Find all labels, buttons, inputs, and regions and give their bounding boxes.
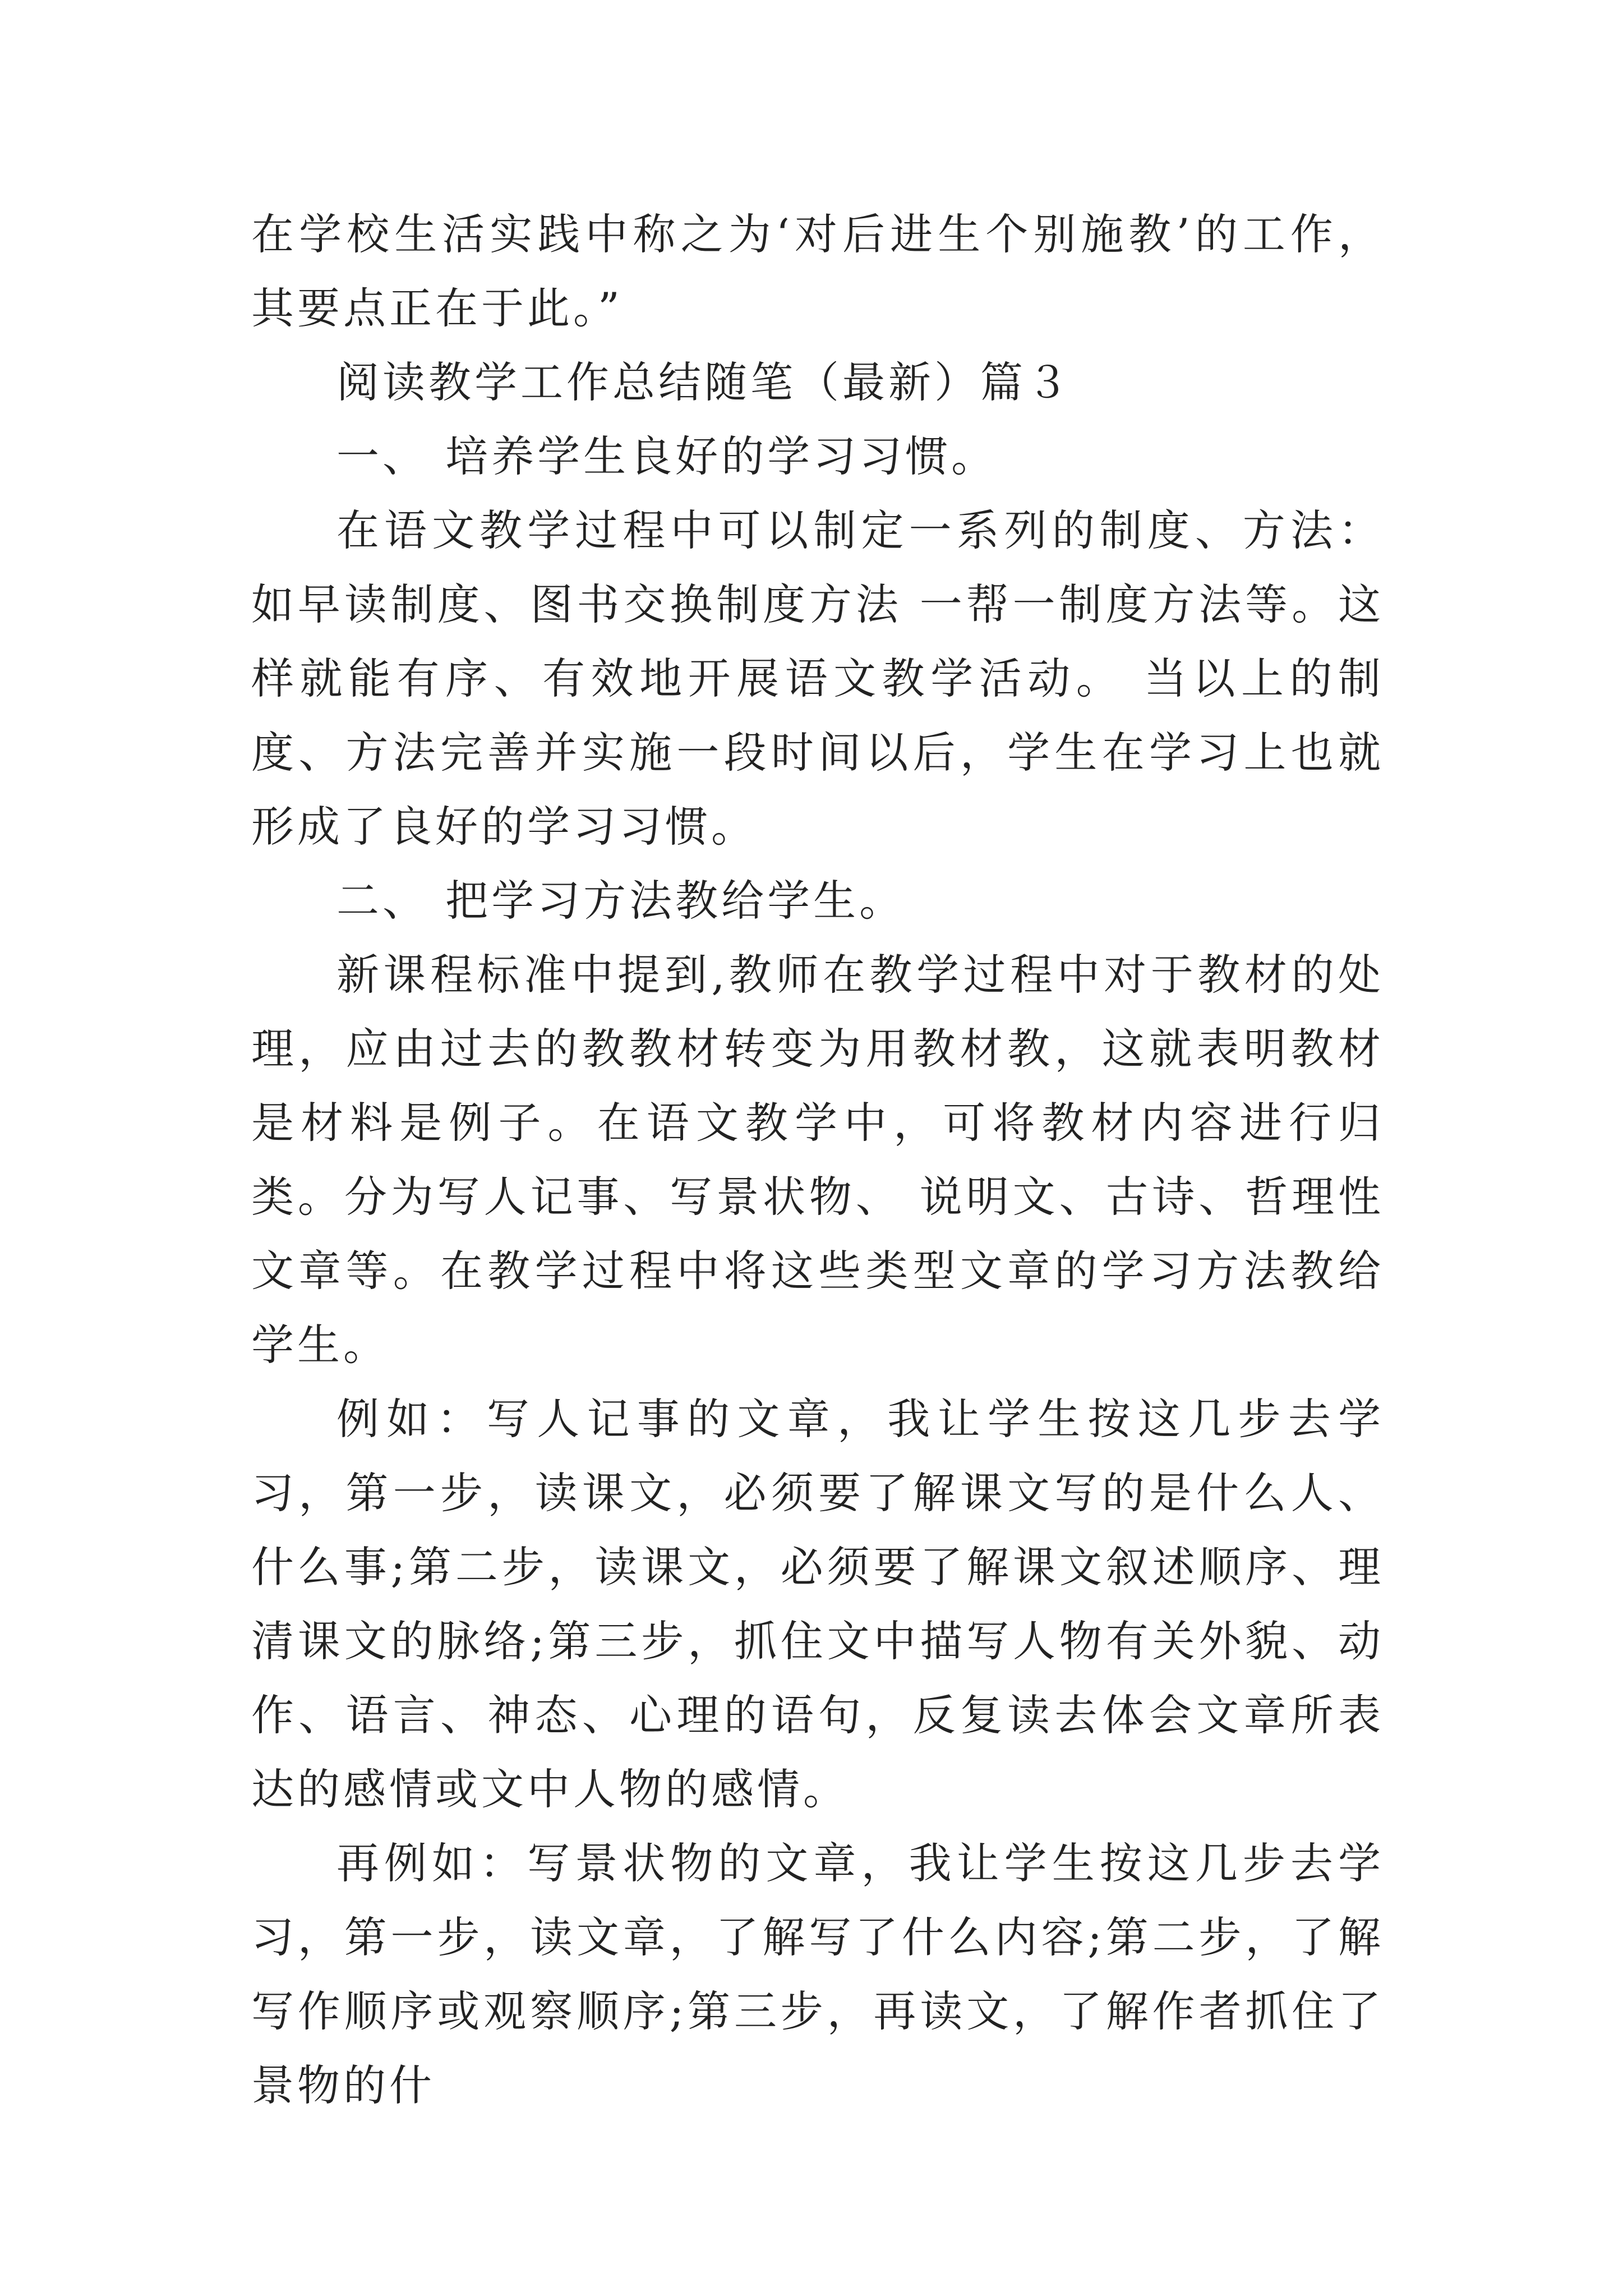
section-heading: 阅读教学工作总结随笔（最新）篇３ [336, 357, 1072, 407]
paragraph-habits: 在语文教学过程中可以制定一系列的制度、方法：如早读制度、图书交换制度方法 一帮一制度方法等。这样就能有序、有效地开展语文教学活动。 当以上的制度、方法完善并实施一段时间以后，学生在学习上也就形成了良好的学习习惯。 [251, 505, 1384, 852]
point-heading-two: 二、 把学习方法教给学生。 [336, 876, 906, 926]
point-heading-one: 一、 培养学生良好的学习习惯。 [336, 431, 998, 481]
paragraph-example-scenery: 再例如：写景状物的文章，我让学生按这几步去学习，第一步，读文章，了解写了什么内容;第二步，了解写作顺序或观察顺序;第三步，再读文，了解作者抓住了景物的什 [251, 1838, 1384, 2110]
paragraph-curriculum: 新课程标准中提到,教师在教学过程中对于教材的处理，应由过去的教教材转变为用教材教，这就表明教材是材料是例子。在语文教学中，可将教材内容进行归类。分为写人记事、写景状物、 说明文、古诗、哲理性文章等。在教学过程中将这些类型文章的学习方法教给学生。 [251, 950, 1384, 1370]
paragraph-example-narrative: 例如：写人记事的文章，我让学生按这几步去学习，第一步，读课文，必须要了解课文写的是什么人、什么事;第二步，读课文，必须要了解课文叙述顺序、理清课文的脉络;第三步，抓住文中描写人物有关外貌、动作、语言、神态、心理的语句，反复读去体会文章所表达的感情或文中人物的感情。 [251, 1394, 1384, 1814]
paragraph-continuation: 在学校生活实践中称之为‘对后进生个别施教’的工作，其要点正在于此。” [251, 209, 1384, 333]
document-body [251, 197, 1384, 2123]
